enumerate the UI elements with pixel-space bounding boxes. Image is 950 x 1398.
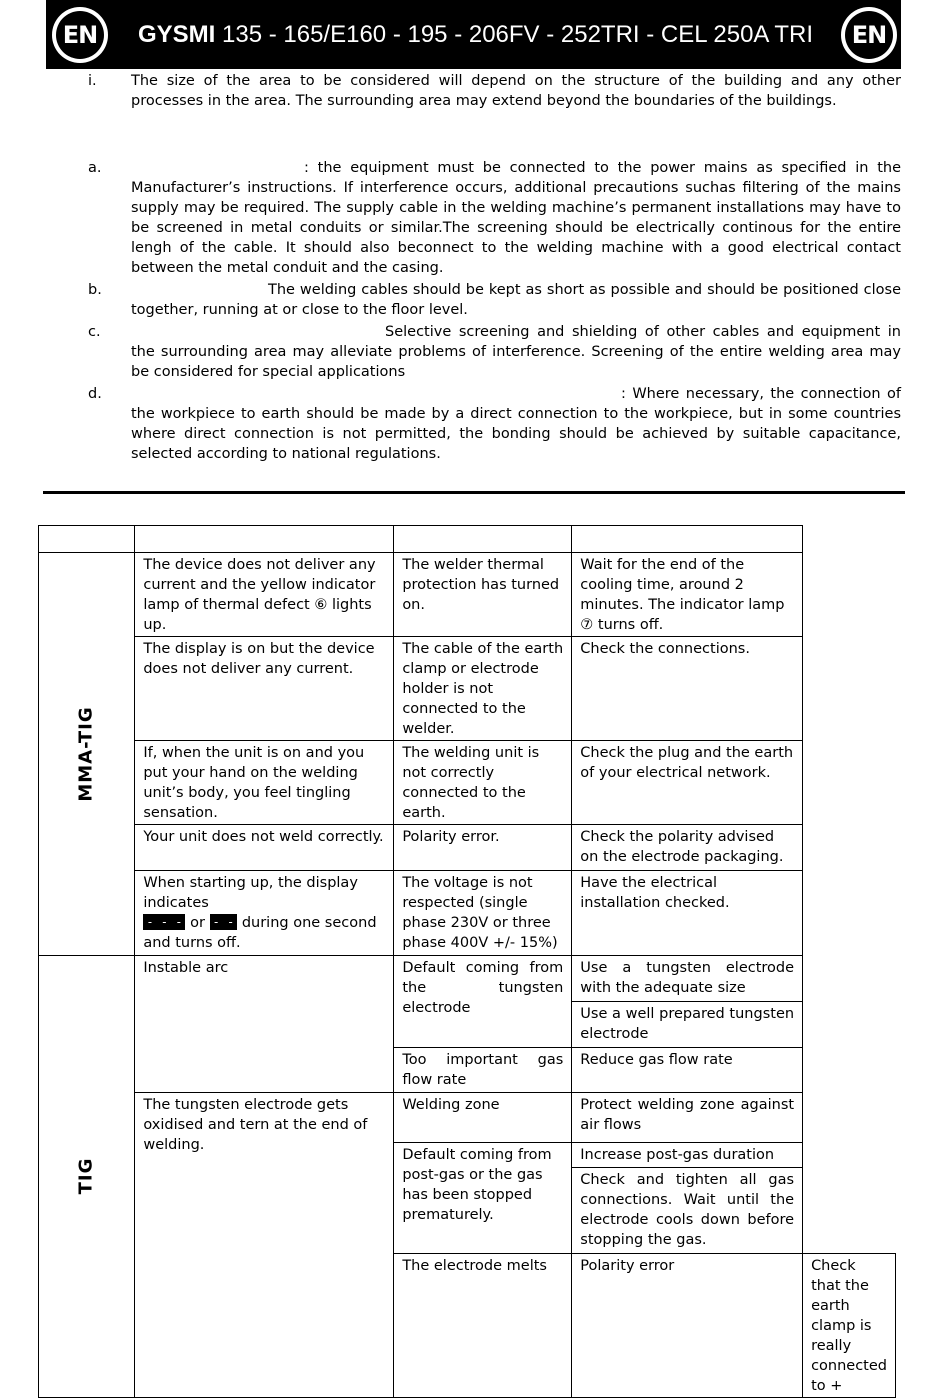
section-label: TIG (75, 1157, 97, 1195)
cause-cell: Polarity error (572, 1254, 803, 1398)
solution-cell: Check and tighten all gas connections. Wait until the electrode cools down before stopping the gas. (572, 1168, 803, 1254)
en-badge-right-label: EN (845, 11, 893, 59)
list-item-label: a. (88, 160, 102, 176)
solution-cell: Use a well prepared tungsten electrode (572, 1002, 803, 1048)
cause-cell: The welding unit is not correctly connected to the earth. (394, 741, 572, 825)
solution-cell: Protect welding zone against air flows (572, 1093, 803, 1143)
problem-cell: Your unit does not weld correctly. (135, 825, 394, 871)
list-item-b (88, 280, 901, 320)
solution-cell: Check that the earth clamp is really connected to + (803, 1254, 896, 1398)
cause-cell: Polarity error. (394, 825, 572, 871)
list-item-label: i. (88, 73, 97, 89)
list-item-i (88, 71, 901, 111)
list-item-c (88, 322, 901, 382)
solution-cell: Check the plug and the earth of your electrical network. (572, 741, 803, 825)
page-header (46, 0, 901, 69)
solution-cell: Increase post-gas duration (572, 1143, 803, 1168)
en-language-badge-left (52, 7, 108, 63)
cause-cell: The voltage is not respected (single phase 230V or three phase 400V +/- 15%) (394, 871, 572, 956)
solution-cell: Wait for the end of the cooling time, around 2 minutes. The indicator lamp ⑦ turns off. (572, 553, 803, 637)
problem-cell: The tungsten electrode gets oxidised and tern at the end of welding. (135, 1093, 394, 1398)
problem-cell: The display is on but the device does not deliver any current. (135, 637, 394, 741)
problem-cell: Instable arc (135, 956, 394, 1093)
list-item-text: The size of the area to be considered will depend on the structure of the building and any other processes in the area. The surrounding area may extend beyond the boundaries of the buildings. (131, 73, 901, 109)
problem-cell: The device does not deliver any current and the yellow indicator lamp of thermal defect ⑥ lights up. (135, 553, 394, 637)
table-row (39, 871, 896, 956)
list-item-text: : the equipment must be connected to the power mains as specified in the Manufacturer’s instructions. If interference occurs, additional precautions suchas filtering of the mains supply may be required. The supply cable in the welding machine’s permanent installations may have to be screened in metal conduits or similar.The screening should be electrically continous for the entire lengh of the cable. It should also beconnect to the welding machine with a good electrical contact between the metal conduit and the casing. (131, 160, 901, 276)
table-row (39, 956, 896, 1002)
section-tig (39, 956, 135, 1398)
table-row (39, 553, 896, 637)
section-label: MMA-TIG (75, 705, 97, 802)
header-models: 135 - 165/E160 - 195 - 206FV - 252TRI - CEL 250A TRI (222, 21, 814, 48)
header-brand: GYSMI (138, 21, 216, 48)
cause-cell: Default coming from the tungsten electrode (394, 956, 572, 1048)
list-item-label: b. (88, 282, 102, 298)
list-item-text: Selective screening and shielding of other cables and equipment in the surrounding area may alleviate problems of interference. Screening of the entire welding area may be considered for special applications (131, 324, 901, 380)
list-item-label: c. (88, 324, 101, 340)
display-segment-icon: - - (210, 914, 238, 930)
table-row (39, 825, 896, 871)
table-header-row (39, 526, 896, 553)
header-title (138, 0, 813, 69)
en-language-badge-right (841, 7, 897, 63)
cause-cell: Welding zone (394, 1093, 572, 1143)
table-row (39, 1093, 896, 1143)
table-header-cell (39, 526, 135, 553)
table-header-cell (135, 526, 394, 553)
solution-cell: Reduce gas flow rate (572, 1048, 803, 1093)
table-header-cell (572, 526, 803, 553)
display-segment-icon: - - - (143, 914, 185, 930)
section-divider (43, 491, 905, 494)
en-badge-left-label: EN (56, 11, 104, 59)
cause-cell: The cable of the earth clamp or electrode holder is not connected to the welder. (394, 637, 572, 741)
cause-cell: Too important gas flow rate (394, 1048, 572, 1093)
list-item-text: : Where necessary, the connection of the workpiece to earth should be made by a direct connection to the workpiece, but in some countries where direct connection is not permitted, the bonding should be achieved by suitable capacitance, selected according to national regulations. (131, 386, 901, 462)
list-item-d (88, 384, 901, 464)
cause-cell: Default coming from post-gas or the gas has been stopped prematurely. (394, 1143, 572, 1254)
table-row (39, 637, 896, 741)
solution-cell: Have the electrical installation checked. (572, 871, 803, 956)
problem-cell: If, when the unit is on and you put your hand on the welding unit’s body, you feel tingling sensation. (135, 741, 394, 825)
table-row (39, 741, 896, 825)
list-item-a (88, 158, 901, 278)
troubleshooting-table (38, 525, 896, 1398)
cause-cell: The welder thermal protection has turned on. (394, 553, 572, 637)
solution-cell: Use a tungsten electrode with the adequate size (572, 956, 803, 1002)
solution-cell: Check the polarity advised on the electrode packaging. (572, 825, 803, 871)
section-mma-tig (39, 553, 135, 956)
problem-cell: When starting up, the display indicates - - - or - - during one second and turns off. (135, 871, 394, 956)
list-item-label: d. (88, 386, 102, 402)
solution-cell: Check the connections. (572, 637, 803, 741)
problem-cell: The electrode melts (394, 1254, 572, 1398)
table-header-cell (394, 526, 572, 553)
list-item-text: The welding cables should be kept as short as possible and should be positioned close together, running at or close to the floor level. (131, 282, 901, 318)
